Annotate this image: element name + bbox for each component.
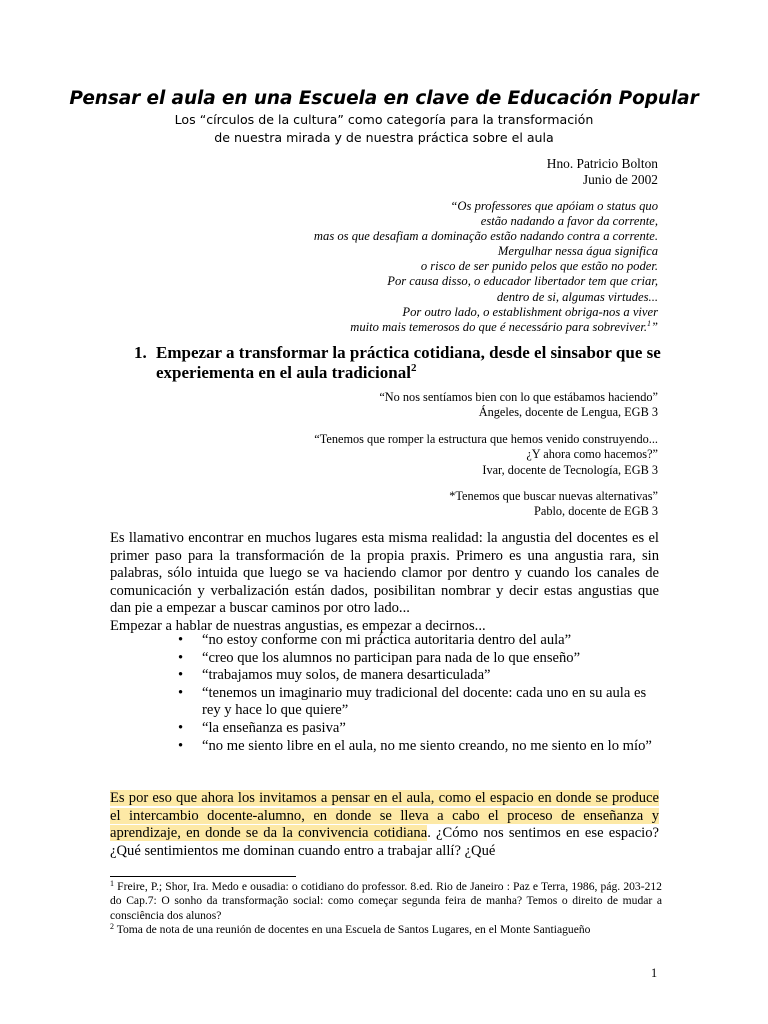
section-number: 1. — [134, 343, 147, 362]
bullet-symbol: • — [178, 649, 184, 666]
quote-attribution: Ivar, docente de Tecnología, EGB 3 — [482, 462, 658, 477]
list-item-text: “no estoy conforme con mi práctica autoritaria dentro del aula” — [202, 632, 572, 648]
footnote — [110, 880, 662, 923]
highlighted-text: Es por eso que ahora los invitamos a pensar en el aula, como el espacio en donde se produce el intercambio docente-alumno, en donde se lleva a cabo el proceso de enseñanza y aprendizaje, en donde se da la convivencia cotidiana — [110, 790, 659, 842]
epigraph-last-line — [314, 320, 658, 335]
epigraph-line: o risco de ser punido pelos que estão no poder. — [420, 259, 658, 274]
list-item-text: “la enseñanza es pasiva” — [202, 719, 346, 736]
list-item-text: “tenemos un imaginario muy tradicional del docente: cada uno en su aula es rey y hace lo que quiere” — [202, 684, 647, 719]
list-item — [166, 650, 660, 668]
document-subtitle-line-1: Los “círculos de la cultura” como categoría para la transformación — [174, 112, 594, 127]
epigraph-close-quote: ” — [650, 319, 658, 334]
section-title-text: experiementa en el aula tradicional — [156, 363, 411, 382]
list-item-text: “creo que los alumnos no participan para nada de lo que enseño” — [202, 649, 581, 666]
footnote-text: Freire, P.; Shor, Ira. Medo e ousadia: o cotidiano do professor. 8.ed. Rio de Janeiro : Paz e Terra, 1986, pág. 203-212 do Cap.7: O sonho da transformação social: como começar segunda feira de manha? Temos o direito de mudar a consciência dos alunos? — [110, 880, 662, 922]
list-item — [166, 667, 660, 685]
list-item — [166, 685, 660, 720]
epigraph-line: estão nadando a favor da corrente, — [480, 214, 658, 229]
page-number: 1 — [651, 966, 658, 980]
teacher-quote — [314, 432, 658, 478]
list-item-text: “trabajamos muy solos, de manera desarticulada” — [202, 667, 491, 684]
section-heading — [134, 343, 664, 383]
list-item — [166, 738, 660, 756]
bullet-symbol: • — [178, 737, 184, 754]
author-block — [547, 156, 658, 188]
quote-text: “No nos sentíamos bien con lo que estábamos haciendo” — [379, 390, 658, 404]
footnote-number: 1 — [110, 879, 114, 888]
epigraph-line: muito mais temerosos do que é necessário para sobreviver. — [350, 319, 647, 334]
section-title-line-1: Empezar a transformar la práctica cotidiana, desde el sinsabor que se — [156, 343, 661, 362]
teacher-quote — [449, 489, 658, 520]
bullet-symbol: • — [178, 667, 184, 684]
epigraph — [314, 199, 658, 335]
footnote-number: 2 — [110, 922, 114, 932]
footnote-ref-1[interactable]: 1 — [646, 318, 651, 328]
list-item-text: “no me siento libre en el aula, no me siento creando, no me siento en lo mío” — [202, 737, 652, 754]
bullet-symbol: • — [178, 632, 184, 648]
body-paragraph: Es llamativo encontrar en muchos lugares esta misma realidad: la angustia del docentes es el primer paso para la transformación de la propia praxis. Primero es una angustia rara, sin palabras, sólo intuida que luego se va haciendo clamor por dentro y cuando los canales de comunicación y verbalización están dados, posibilitan nombrar y decir estas angustias que dan pie a empezar a buscar caminos por otro lado... — [110, 530, 659, 617]
bullet-symbol: • — [178, 684, 184, 701]
list-item — [166, 632, 660, 650]
footnote-separator — [110, 876, 296, 877]
epigraph-line: Por causa disso, o educador libertador tem que criar, — [387, 274, 658, 289]
footnote-ref-2[interactable]: 2 — [410, 362, 417, 374]
quote-text: *Tenemos que buscar nuevas alternativas” — [449, 489, 658, 503]
author-name: Hno. Patricio Bolton — [546, 156, 658, 171]
epigraph-line: mas os que desafiam a dominação estão nadando contra a corrente. — [313, 229, 658, 244]
section-title-line-2 — [156, 363, 664, 383]
epigraph-line: Mergulhar nessa água significa — [497, 244, 658, 259]
body-paragraph-line: Empezar a hablar de nuestras angustias, es empezar a decirnos... — [110, 618, 486, 634]
quote-attribution: Ángeles, docente de Lengua, EGB 3 — [478, 405, 658, 420]
document-date: Junio de 2002 — [582, 172, 658, 187]
footnote — [110, 923, 662, 937]
document-subtitle-line-2: de nuestra mirada y de nuestra práctica sobre el aula — [214, 130, 554, 145]
quote-text: ¿Y ahora como hacemos?” — [526, 447, 658, 462]
teacher-quote — [379, 390, 658, 421]
epigraph-line: Por outro lado, o establishment obriga-nos a viver — [402, 304, 658, 319]
quote-text: “Tenemos que romper la estructura que hemos venido construyendo... — [314, 432, 658, 446]
epigraph-line: dentro de si, algumas virtudes... — [496, 289, 658, 304]
list-item — [166, 720, 660, 738]
bullet-list — [166, 632, 660, 755]
body-paragraph — [110, 790, 659, 860]
quote-attribution: Pablo, docente de EGB 3 — [534, 504, 658, 519]
document-title: Pensar el aula en una Escuela en clave de Educación Popular — [69, 88, 699, 109]
footnote-text: Toma de nota de una reunión de docentes en una Escuela de Santos Lugares, en el Monte Santiagueño — [116, 923, 591, 937]
epigraph-line: “Os professores que apóiam o status quo — [450, 199, 658, 213]
bullet-symbol: • — [178, 719, 184, 736]
paragraph-continuation: . ¿Cómo nos sentimos en ese espacio? ¿Qué sentimientos me dominan cuando entro a trabajar allí? ¿Qué — [110, 825, 659, 859]
footnotes — [110, 880, 662, 938]
